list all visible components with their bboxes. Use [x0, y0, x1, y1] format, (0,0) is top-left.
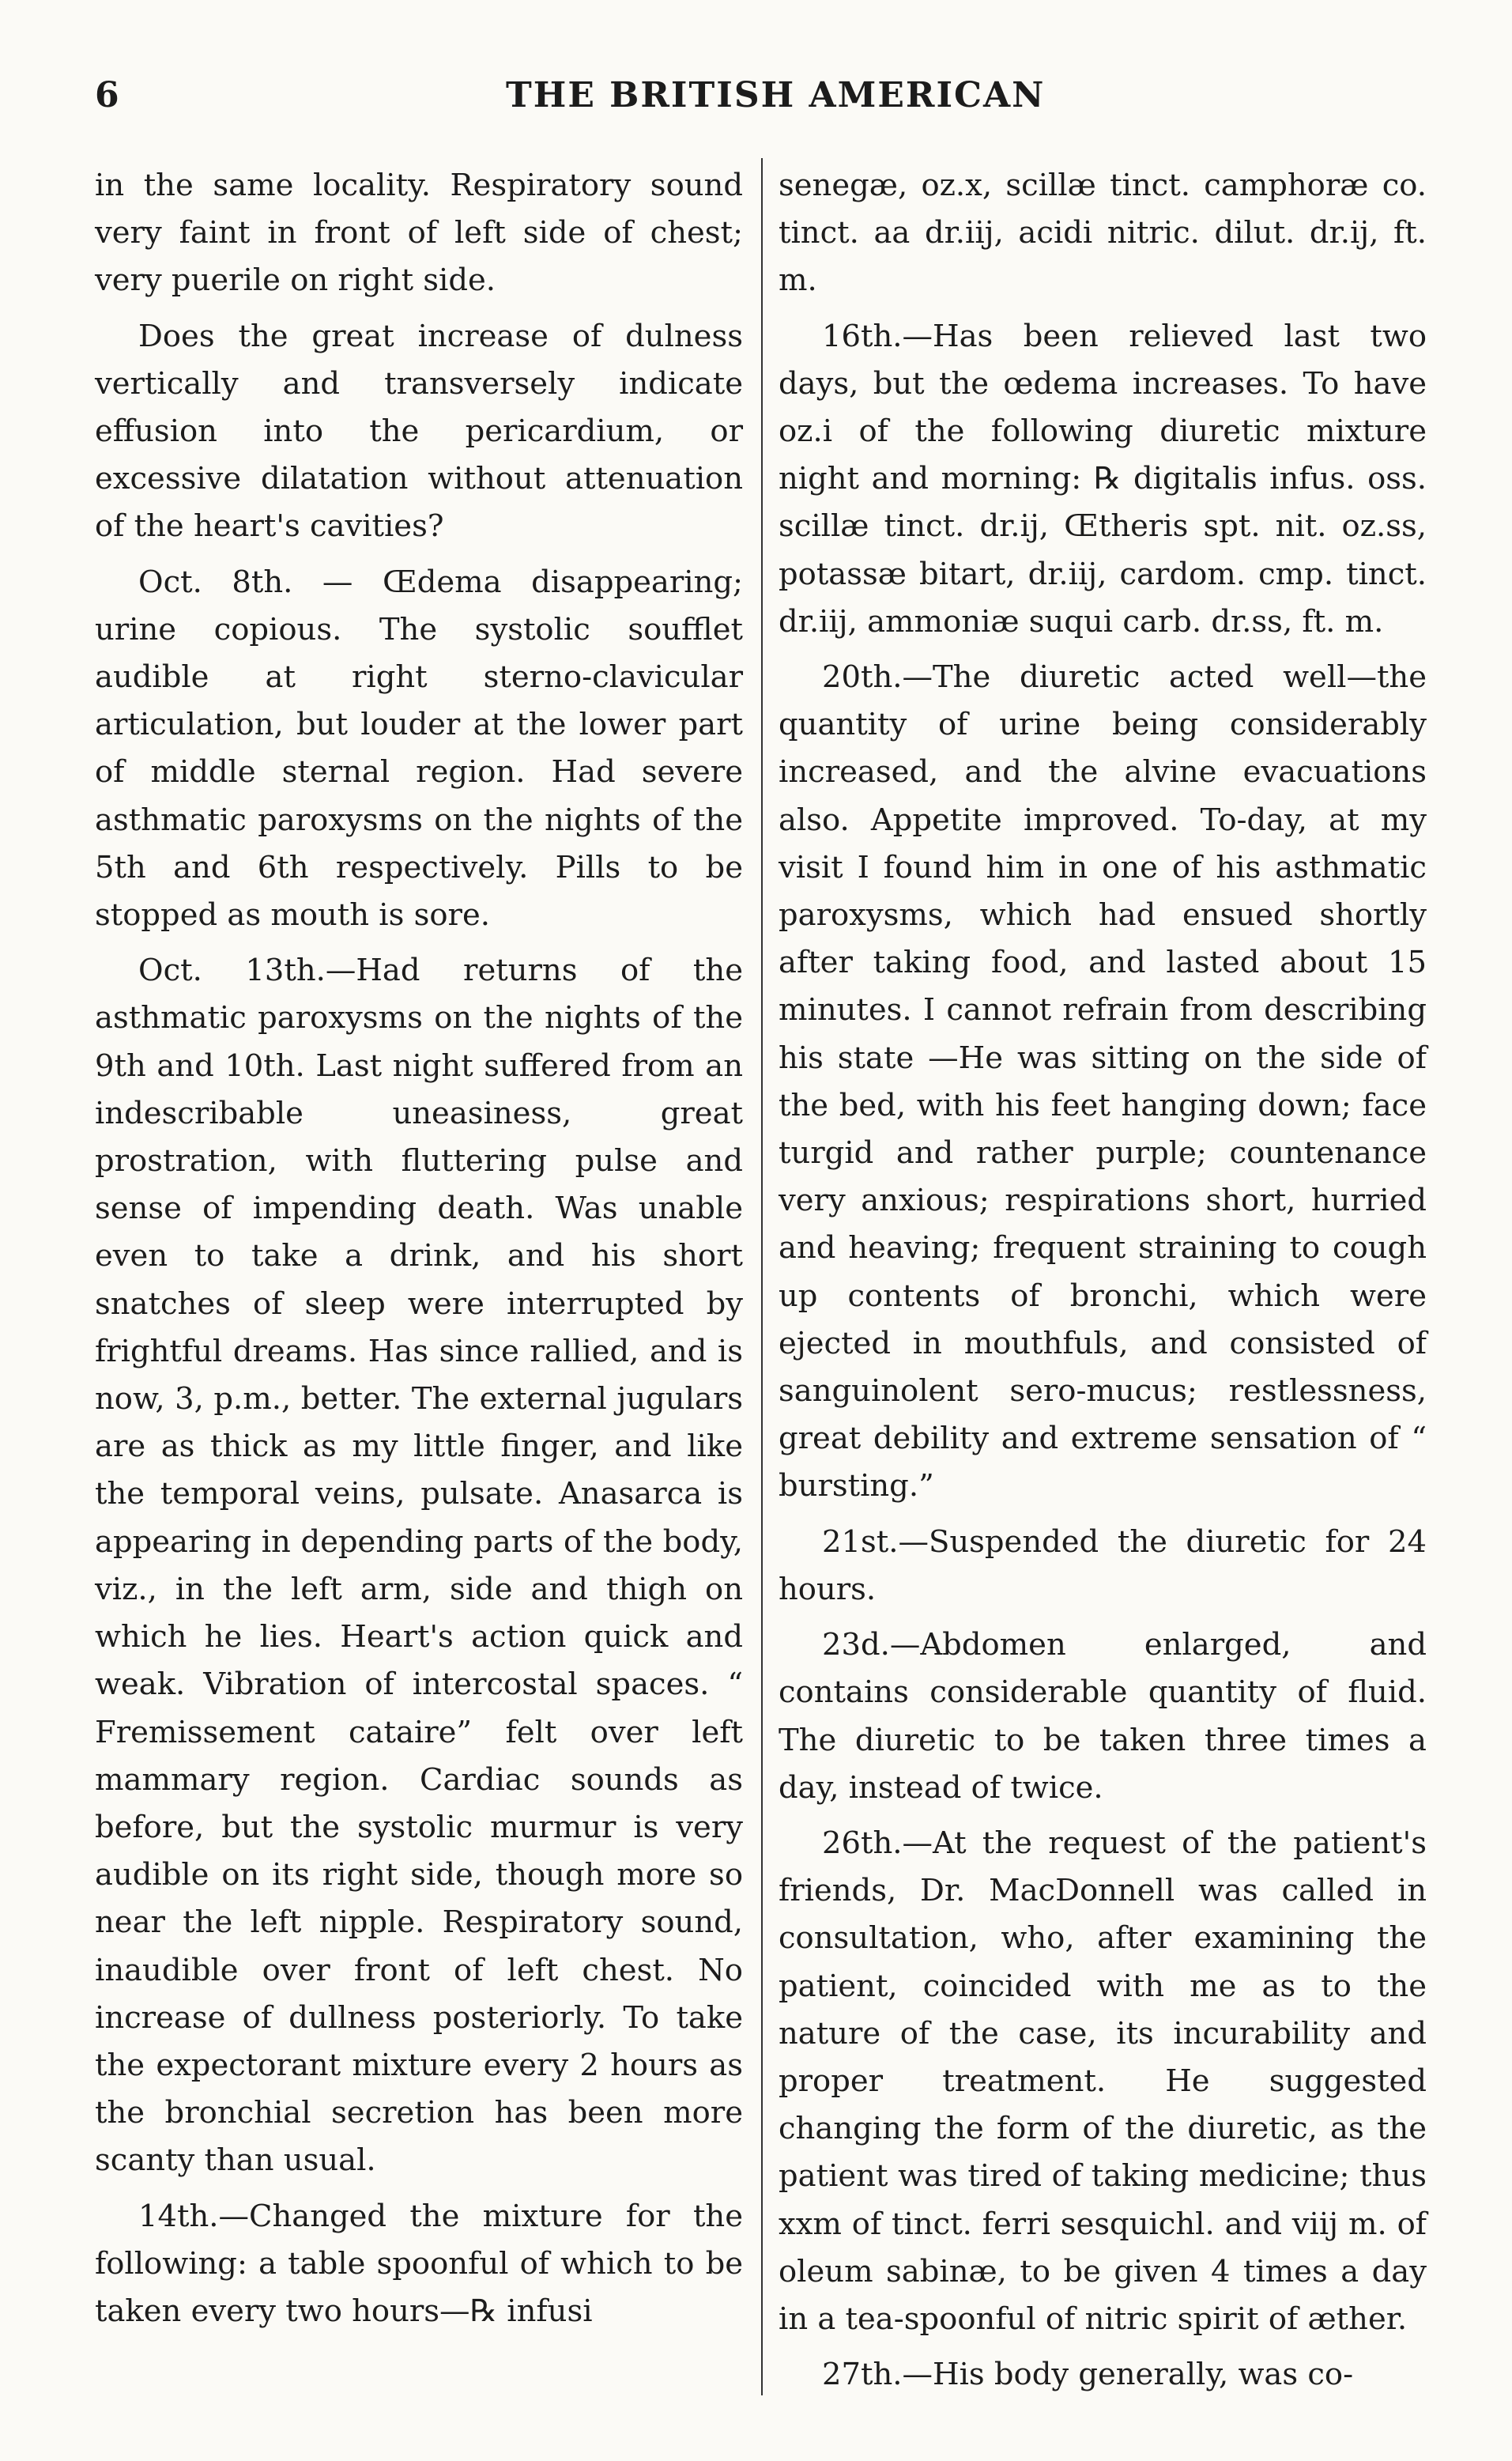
paragraph: 16th.—Has been relieved last two days, but the œdema increases. To have oz.i of the following diuretic mixture night and morning: ℞ digitalis infus. oss. scillæ tinct. dr.ij, Œtheris spt. nit. oz.ss, potassæ bitart, dr.iij, cardom. cmp. tinct. dr.iij, ammoniæ suqui carb. dr.ss, ft. m. — [779, 318, 1427, 640]
page-header — [95, 75, 1431, 130]
left-column — [95, 162, 743, 2335]
paragraph: 26th.—At the request of the patient's friends, Dr. MacDonnell was called in consultation, who, after examining the patient, coincided with me as to the nature of the case, its incurability and proper treatment. He suggested changing the form of the diuretic, as the patient was tired of taking medicine; thus xxm of tinct. ferri sesquichl. and viij m. of oleum sabinæ, to be given 4 times a day in a tea-spoonful of nitric spirit of æther. — [779, 1825, 1427, 2337]
paragraph: senegæ, oz.x, scillæ tinct. camphoræ co. tinct. aa dr.iij, acidi nitric. dilut. dr.ij, ft. m. — [779, 168, 1427, 299]
column-divider — [761, 158, 763, 2395]
paragraph: Does the great increase of dulness vertically and transversely indicate effusion into the pericardium, or excessive dilatation without attenuation of the heart's cavities? — [95, 318, 743, 545]
paragraph: 20th.—The diuretic acted well—the quantity of urine being considerably increased, and the alvine evacuations also. Appetite improved. To-day, at my visit I found him in one of his asthmatic paroxysms, which had ensued shortly after taking food, and lasted about 15 minutes. I cannot refrain from describing his state —He was sitting on the side of the bed, with his feet hanging down; face turgid and rather purple; countenance very anxious; respirations short, hurried and heaving; frequent straining to cough up contents of bronchi, which were ejected in mouthfuls, and consisted of sanguinolent sero-mucus; restlessness, great debility and extreme sensation of “ bursting.” — [779, 659, 1427, 1504]
paragraph: Oct. 13th.—Had returns of the asthmatic paroxysms on the nights of the 9th and 10th. Last night suffered from an indescribable uneasiness, great prostration, with fluttering pulse and sense of impending death. Was unable even to take a drink, and his short snatches of sleep were interrupted by frightful dreams. Has since rallied, and is now, 3, p.m., better. The external jugulars are as thick as my little finger, and like the temporal veins, pulsate. Anasarca is appearing in depending parts of the body, viz., in the left arm, side and thigh on which he lies. Heart's action quick and weak. Vibration of intercostal spaces. “ Fremissement cataire” felt over left mammary region. Cardiac sounds as before, but the systolic murmur is very audible on its right side, though more so near the left nipple. Respiratory sound, inaudible over front of left chest. No increase of dullness posteriorly. To take the expectorant mixture every 2 hours as the bronchial secretion has been more scanty than usual. — [95, 953, 743, 2179]
paragraph: Oct. 8th. — Œdema disappearing; urine copious. The systolic soufflet audible at right sterno-clavicular articulation, but louder at the lower part of middle sternal region. Had severe asthmatic paroxysms on the nights of the 5th and 6th respectively. Pills to be stopped as mouth is sore. — [95, 564, 743, 934]
paragraph: 21st.—Suspended the diuretic for 24 hours. — [779, 1523, 1427, 1607]
right-column — [779, 162, 1427, 2399]
page-number: 6 — [95, 75, 119, 115]
paragraph: in the same locality. Respiratory sound very faint in front of left side of chest; very puerile on right side. — [95, 168, 743, 299]
paragraph: 14th.—Changed the mixture for the following: a table spoonful of which to be taken every two hours—℞ infusi — [95, 2198, 743, 2329]
paragraph: 27th.—His body generally, was co- — [822, 2357, 1354, 2393]
running-title: THE BRITISH AMERICAN — [506, 75, 1046, 115]
paragraph: 23d.—Abdomen enlarged, and contains considerable quantity of fluid. The diuretic to be taken three times a day, instead of twice. — [779, 1627, 1427, 1806]
